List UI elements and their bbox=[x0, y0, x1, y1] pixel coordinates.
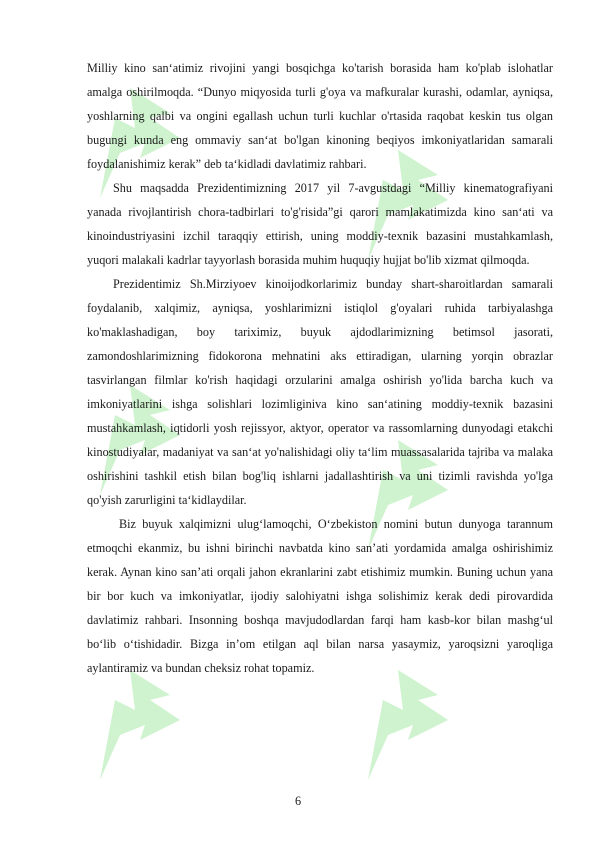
paragraph-3: Prezidentimiz Sh.Mirziyoev kinoijodkorlarimiz bunday shart-sharoitlardan samarali foydalanib, xalqimiz, ayniqsa, yoshlarimizni istiqlol g'oyalari ruhida tarbiyalashga ko'maklashadigan, boy tariximiz, buyuk ajdodlarimizning betimsol jasorati, zamondoshlarimizning fidokorona mehnatini aks ettiradigan, ularning yorqin obrazlar tasvirlangan filmlar ko'rish haqidagi orzularini amalga oshirish yo'lida barcha kuch va imkoniyatlarini ishga solishlari lozimliginiva kino san‘atining moddiy-texnik bazasini mustahkamlash, iqtidorli yosh rejissyor, aktyor, operator va rassomlarning dunyodagi etakchi kinostudiyalar, madaniyat va san‘at yo'nalishidagi oliy ta‘lim muassasalarida tajriba va malaka oshirishini tashkil etish bilan bog'liq ishlarni jadallashtirish va uni tizimli ravishda yo'lga qo'yish zarurligini ta‘kidlaydilar. bbox=[87, 277, 553, 507]
page-number: 6 bbox=[294, 794, 302, 808]
paragraph-4: Biz buyuk xalqimizni ulug‘lamoqchi, O‘zbekiston nomini butun dunyoga tarannum etmoqchi ekanmiz, bu ishni birinchi navbatda kino san’ati yordamida amalga oshirishimiz kerak. Aynan kino san’ati orqali jahon ekranlarini zabt etishimiz mumkin. Buning uchun yana bir bor kuch va imkoniyatlar, ijodiy salohiyatni ishga solishimiz kerak dedi pirovardida davlatimiz rahbari. Insonning boshqa mavjudodlardan farqi ham kasb-kor bilan mashg‘ul bo‘lib o‘tishidadir. Bizga in’om etilgan aql bilan narsa yasaymiz, yaroqsizni yaroqliga aylantiramiz va bundan cheksiz rohat topamiz. bbox=[87, 517, 553, 675]
paragraph-1: Milliy kino san‘atimiz rivojini yangi bosqichga ko'tarish borasida ham ko'plab islohatlar amalga oshirilmoqda. “Dunyo miqyosida turli g'oya va mafkuralar kurashi, odamlar, ayniqsa, yoshlarning qalbi va ongini egallash uchun turli kuchlar o'rtasida raqobat keskin tus olgan bugungi kunda eng ommaviy san‘at bo'lgan kinoning beqiyos imkoniyatlaridan samarali foydalanishimiz kerak” deb ta‘kidladi davlatimiz rahbari. bbox=[87, 61, 553, 171]
paragraph-2: Shu maqsadda Prezidentimizning 2017 yil 7-avgustdagi “Milliy kinematografiyani yanada rivojlantirish chora-tadbirlari to'g'risida”gi qarori mamlakatimizda kino san‘ati va kinoindustriyasini izchil taraqqiy ettirish, uning moddiy-texnik bazasini mustahkamlash, yuqori malakali kadrlar tayyorlash borasida muhim huquqiy hujjat bo'lib xizmat qilmoqda. bbox=[87, 181, 553, 267]
body-text bbox=[87, 56, 553, 680]
